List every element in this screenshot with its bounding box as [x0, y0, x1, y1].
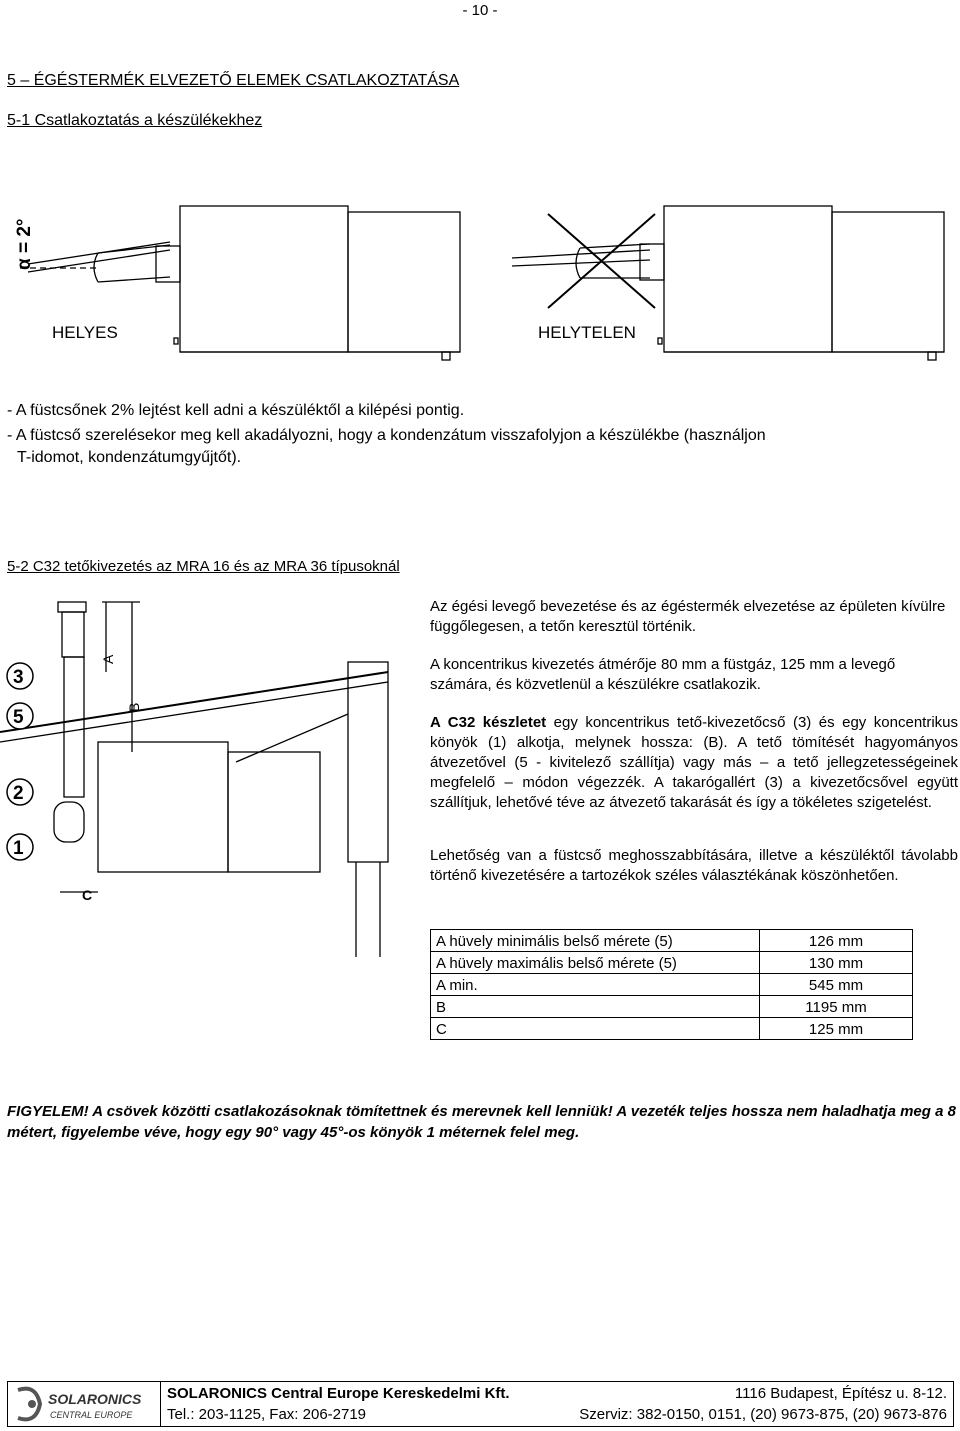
paragraph-2: A koncentrikus kivezetés átmérője 80 mm a füstgáz, 125 mm a levegő számára, és közvetlenül a készülékre csatlakozik. — [430, 656, 896, 693]
table-row — [431, 930, 913, 952]
correct-label: HELYES — [52, 323, 118, 342]
paragraph-3-text: egy koncentrikus tető-kivezetőcső (3) és egy koncentrikus könyök (1) alkotja, melynek hossza: (B). A tető tömítését hagyományos átvezetővel (5 - kivitelező szállítja) vagy más – a tető jellegzetességeinek megfelelő – módon végezzék. A takarógallért (3) a kivezetőcsővel együtt szállítjuk, lehetővé téve az átvezető takarását és így a tökéletes szigetelést. — [430, 714, 959, 811]
bullet-2: - A füstcső szerelésekor meg kell akadályozni, hogy a kondenzátum visszafolyjon a készülékbe (használjon — [7, 427, 766, 444]
table-cell-label: A hüvely maximális belső mérete (5) — [431, 952, 760, 974]
footer — [7, 1381, 954, 1427]
bullet-2-cont: T-idomot, kondenzátumgyűjtőt). — [17, 449, 242, 466]
paragraph-3-bold: A C32 készletet — [430, 714, 547, 731]
table-cell-value: 125 mm — [760, 1018, 913, 1040]
table-cell-value: 126 mm — [760, 930, 913, 952]
dim-a-label: A — [100, 654, 116, 664]
dim-c-label: C — [82, 887, 93, 903]
warning-text: FIGYELEM! A csövek közötti csatlakozásoknak tömítettnek és merevnek kell lenniük! A vezeték teljes hossza nem haladhatja meg a 8 métert, figyelembe véve, hogy egy 90° vagy 45°-os könyök 1 méternek felel meg. — [7, 1103, 956, 1141]
angle-label: α = 2° — [14, 218, 35, 270]
page-number: - 10 - — [462, 2, 498, 19]
table-cell-value: 130 mm — [760, 952, 913, 974]
paragraph-4: Lehetőség van a füstcső meghosszabbítására, illetve a készüléktől távolabb történő kivezetésére a tartozékok széles választékának köszönhetően. — [430, 847, 958, 884]
logo-subtext: CENTRAL EUROPE — [50, 1410, 133, 1420]
footer-service: Szerviz: 382-0150, 0151, (20) 9673-875, (20) 9673-876 — [579, 1406, 947, 1423]
callout-2-label: 2 — [13, 783, 24, 804]
paragraph-3 — [430, 713, 958, 813]
table-cell-label: B — [431, 996, 760, 1018]
dim-b-label: B — [126, 702, 142, 712]
table-row — [431, 1018, 913, 1040]
table-cell-label: A hüvely minimális belső mérete (5) — [431, 930, 760, 952]
bullet-1: - A füstcsőnek 2% lejtést kell adni a készüléktől a kilépési pontig. — [7, 402, 465, 419]
subsection-title-1: 5-1 Csatlakoztatás a készülékekhez — [7, 112, 263, 129]
roof-outlet-diagram — [0, 592, 420, 962]
table-row — [431, 996, 913, 1018]
subsection-title-2: 5-2 C32 tetőkivezetés az MRA 16 és az MRA 36 típusoknál — [7, 558, 400, 575]
table-row — [431, 974, 913, 996]
dimensions-table — [430, 929, 913, 1040]
table-cell-label: C — [431, 1018, 760, 1040]
footer-address: 1116 Budapest, Építész u. 8-12. — [734, 1385, 947, 1402]
paragraph-1: Az égési levegő bevezetése és az égéstermék elvezetése az épületen kívülre függőlegesen, a tetőn keresztül történik. — [430, 598, 946, 635]
table-cell-value: 1195 mm — [760, 996, 913, 1018]
flue-slope-diagram — [0, 180, 960, 365]
footer-phone: Tel.: 203-1125, Fax: 206-2719 — [167, 1406, 367, 1423]
incorrect-label: HELYTELEN — [538, 323, 636, 342]
company-logo — [8, 1382, 161, 1426]
callout-1-label: 1 — [13, 838, 24, 859]
logo-text: SOLARONICS — [48, 1391, 142, 1407]
footer-company: SOLARONICS Central Europe Kereskedelmi Kft. — [167, 1385, 510, 1402]
section-title: 5 – ÉGÉSTERMÉK ELVEZETŐ ELEMEK CSATLAKOZTATÁSA — [7, 72, 460, 89]
callout-5-label: 5 — [13, 707, 24, 728]
table-row — [431, 952, 913, 974]
table-cell-value: 545 mm — [760, 974, 913, 996]
table-cell-label: A min. — [431, 974, 760, 996]
callout-3-label: 3 — [13, 667, 24, 688]
